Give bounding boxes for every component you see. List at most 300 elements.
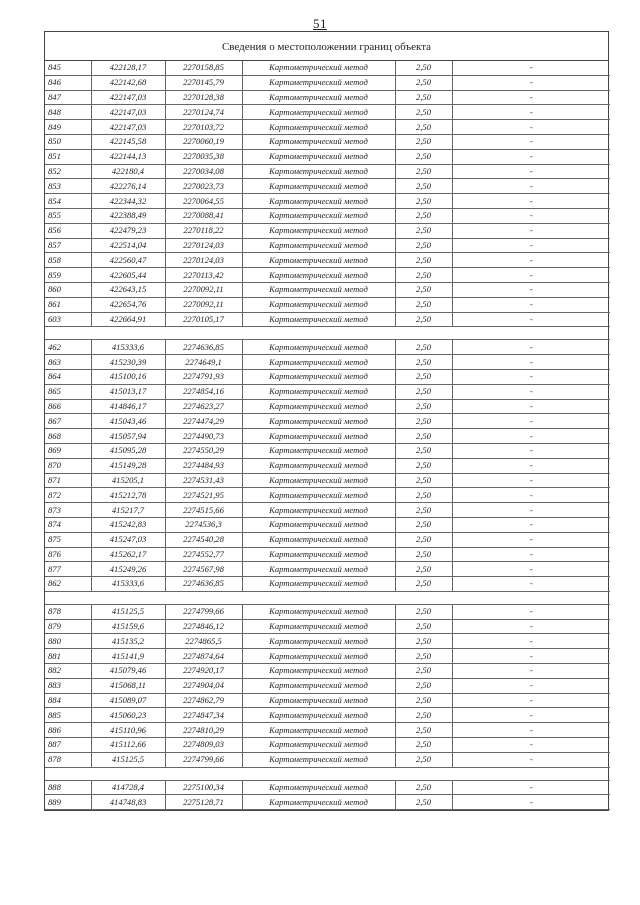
note-cell: -: [452, 708, 610, 723]
note-cell: -: [452, 369, 610, 384]
group-separator: [45, 327, 610, 340]
method-cell: Картометрический метод: [242, 577, 395, 592]
accuracy-cell: 2,50: [395, 134, 452, 149]
point-number-cell: 867: [45, 414, 91, 429]
x-coordinate-cell: 415095,28: [91, 443, 165, 458]
method-cell: Картометрический метод: [242, 780, 395, 795]
accuracy-cell: 2,50: [395, 738, 452, 753]
accuracy-cell: 2,50: [395, 208, 452, 223]
point-number-cell: 871: [45, 473, 91, 488]
x-coordinate-cell: 415013,17: [91, 384, 165, 399]
accuracy-cell: 2,50: [395, 562, 452, 577]
point-number-cell: 603: [45, 312, 91, 327]
point-number-cell: 876: [45, 547, 91, 562]
accuracy-cell: 2,50: [395, 547, 452, 562]
note-cell: -: [452, 208, 610, 223]
table-row: [45, 90, 610, 105]
table-row: [45, 369, 610, 384]
note-cell: -: [452, 90, 610, 105]
y-coordinate-cell: 2274810,29: [165, 723, 242, 738]
x-coordinate-cell: 415079,46: [91, 664, 165, 679]
group-separator-cell: [45, 767, 610, 780]
y-coordinate-cell: 2270113,42: [165, 268, 242, 283]
method-cell: Картометрический метод: [242, 134, 395, 149]
accuracy-cell: 2,50: [395, 634, 452, 649]
table-row: [45, 708, 610, 723]
x-coordinate-cell: 422147,03: [91, 90, 165, 105]
x-coordinate-cell: 415112,66: [91, 738, 165, 753]
point-number-cell: 889: [45, 795, 91, 810]
method-cell: Картометрический метод: [242, 678, 395, 693]
table-row: [45, 355, 610, 370]
accuracy-cell: 2,50: [395, 795, 452, 810]
x-coordinate-cell: 414846,17: [91, 399, 165, 414]
accuracy-cell: 2,50: [395, 120, 452, 135]
x-coordinate-cell: 415159,6: [91, 619, 165, 634]
x-coordinate-cell: 415110,96: [91, 723, 165, 738]
point-number-cell: 849: [45, 120, 91, 135]
y-coordinate-cell: 2270092,11: [165, 282, 242, 297]
y-coordinate-cell: 2274474,29: [165, 414, 242, 429]
note-cell: -: [452, 164, 610, 179]
accuracy-cell: 2,50: [395, 253, 452, 268]
y-coordinate-cell: 2274515,66: [165, 503, 242, 518]
accuracy-cell: 2,50: [395, 723, 452, 738]
method-cell: Картометрический метод: [242, 738, 395, 753]
point-number-cell: 880: [45, 634, 91, 649]
accuracy-cell: 2,50: [395, 532, 452, 547]
method-cell: Картометрический метод: [242, 297, 395, 312]
note-cell: -: [452, 134, 610, 149]
y-coordinate-cell: 2274846,12: [165, 619, 242, 634]
y-coordinate-cell: 2270124,03: [165, 238, 242, 253]
y-coordinate-cell: 2270103,72: [165, 120, 242, 135]
table-row: [45, 238, 610, 253]
note-cell: -: [452, 194, 610, 209]
method-cell: Картометрический метод: [242, 634, 395, 649]
x-coordinate-cell: 415043,46: [91, 414, 165, 429]
note-cell: -: [452, 312, 610, 327]
x-coordinate-cell: 415135,2: [91, 634, 165, 649]
point-number-cell: 872: [45, 488, 91, 503]
table-row: [45, 458, 610, 473]
accuracy-cell: 2,50: [395, 708, 452, 723]
x-coordinate-cell: 422479,23: [91, 223, 165, 238]
table-row: [45, 693, 610, 708]
method-cell: Картометрический метод: [242, 369, 395, 384]
table-row: [45, 738, 610, 753]
table-row: [45, 179, 610, 194]
x-coordinate-cell: 415125,5: [91, 752, 165, 767]
method-cell: Картометрический метод: [242, 723, 395, 738]
method-cell: Картометрический метод: [242, 384, 395, 399]
method-cell: Картометрический метод: [242, 238, 395, 253]
note-cell: -: [452, 752, 610, 767]
accuracy-cell: 2,50: [395, 752, 452, 767]
point-number-cell: 858: [45, 253, 91, 268]
note-cell: -: [452, 238, 610, 253]
point-number-cell: 853: [45, 179, 91, 194]
point-number-cell: 887: [45, 738, 91, 753]
point-number-cell: 847: [45, 90, 91, 105]
table-row: [45, 634, 610, 649]
x-coordinate-cell: 415262,17: [91, 547, 165, 562]
x-coordinate-cell: 415242,83: [91, 517, 165, 532]
table-row: [45, 414, 610, 429]
method-cell: Картометрический метод: [242, 752, 395, 767]
y-coordinate-cell: 2274649,1: [165, 355, 242, 370]
y-coordinate-cell: 2270034,08: [165, 164, 242, 179]
y-coordinate-cell: 2274854,16: [165, 384, 242, 399]
accuracy-cell: 2,50: [395, 268, 452, 283]
accuracy-cell: 2,50: [395, 649, 452, 664]
group-separator-cell: [45, 327, 610, 340]
accuracy-cell: 2,50: [395, 577, 452, 592]
point-number-cell: 852: [45, 164, 91, 179]
method-cell: Картометрический метод: [242, 90, 395, 105]
group-separator: [45, 591, 610, 604]
point-number-cell: 854: [45, 194, 91, 209]
accuracy-cell: 2,50: [395, 488, 452, 503]
accuracy-cell: 2,50: [395, 340, 452, 355]
y-coordinate-cell: 2274490,73: [165, 429, 242, 444]
accuracy-cell: 2,50: [395, 179, 452, 194]
y-coordinate-cell: 2274799,66: [165, 752, 242, 767]
note-cell: -: [452, 384, 610, 399]
x-coordinate-cell: 415068,11: [91, 678, 165, 693]
x-coordinate-cell: 422128,17: [91, 61, 165, 75]
y-coordinate-cell: 2274550,29: [165, 443, 242, 458]
x-coordinate-cell: 415057,94: [91, 429, 165, 444]
table-row: [45, 532, 610, 547]
note-cell: -: [452, 577, 610, 592]
x-coordinate-cell: 422560,47: [91, 253, 165, 268]
method-cell: Картометрический метод: [242, 223, 395, 238]
table-row: [45, 208, 610, 223]
note-cell: -: [452, 678, 610, 693]
x-coordinate-cell: 415333,6: [91, 340, 165, 355]
y-coordinate-cell: 2274920,17: [165, 664, 242, 679]
y-coordinate-cell: 2274862,79: [165, 693, 242, 708]
y-coordinate-cell: 2270118,22: [165, 223, 242, 238]
table-row: [45, 399, 610, 414]
page-number: 51: [313, 16, 327, 31]
y-coordinate-cell: 2270145,79: [165, 75, 242, 90]
note-cell: -: [452, 458, 610, 473]
accuracy-cell: 2,50: [395, 75, 452, 90]
x-coordinate-cell: 422344,32: [91, 194, 165, 209]
accuracy-cell: 2,50: [395, 61, 452, 75]
method-cell: Картометрический метод: [242, 194, 395, 209]
x-coordinate-cell: 415060,23: [91, 708, 165, 723]
note-cell: -: [452, 105, 610, 120]
accuracy-cell: 2,50: [395, 282, 452, 297]
x-coordinate-cell: 415333,6: [91, 577, 165, 592]
x-coordinate-cell: 415212,78: [91, 488, 165, 503]
accuracy-cell: 2,50: [395, 297, 452, 312]
x-coordinate-cell: 415141,9: [91, 649, 165, 664]
y-coordinate-cell: 2274636,85: [165, 340, 242, 355]
point-number-cell: 885: [45, 708, 91, 723]
accuracy-cell: 2,50: [395, 503, 452, 518]
table-row: [45, 253, 610, 268]
table-row: [45, 297, 610, 312]
y-coordinate-cell: 2270105,17: [165, 312, 242, 327]
accuracy-cell: 2,50: [395, 780, 452, 795]
note-cell: -: [452, 61, 610, 75]
table-row: [45, 223, 610, 238]
table-row: [45, 619, 610, 634]
method-cell: Картометрический метод: [242, 282, 395, 297]
accuracy-cell: 2,50: [395, 517, 452, 532]
method-cell: Картометрический метод: [242, 399, 395, 414]
note-cell: -: [452, 75, 610, 90]
method-cell: Картометрический метод: [242, 619, 395, 634]
y-coordinate-cell: 2274484,93: [165, 458, 242, 473]
table-row: [45, 384, 610, 399]
point-number-cell: 873: [45, 503, 91, 518]
note-cell: -: [452, 532, 610, 547]
x-coordinate-cell: 414748,83: [91, 795, 165, 810]
point-number-cell: 862: [45, 577, 91, 592]
x-coordinate-cell: 422180,4: [91, 164, 165, 179]
accuracy-cell: 2,50: [395, 194, 452, 209]
point-number-cell: 888: [45, 780, 91, 795]
x-coordinate-cell: 422664,91: [91, 312, 165, 327]
table-row: [45, 678, 610, 693]
method-cell: Картометрический метод: [242, 473, 395, 488]
method-cell: Картометрический метод: [242, 547, 395, 562]
note-cell: -: [452, 517, 610, 532]
note-cell: -: [452, 120, 610, 135]
point-number-cell: 856: [45, 223, 91, 238]
y-coordinate-cell: 2274874,64: [165, 649, 242, 664]
note-cell: -: [452, 562, 610, 577]
note-cell: -: [452, 634, 610, 649]
y-coordinate-cell: 2270088,41: [165, 208, 242, 223]
accuracy-cell: 2,50: [395, 399, 452, 414]
x-coordinate-cell: 422144,13: [91, 149, 165, 164]
accuracy-cell: 2,50: [395, 369, 452, 384]
note-cell: -: [452, 795, 610, 810]
table-row: [45, 268, 610, 283]
point-number-cell: 865: [45, 384, 91, 399]
table-row: [45, 649, 610, 664]
note-cell: -: [452, 488, 610, 503]
accuracy-cell: 2,50: [395, 619, 452, 634]
y-coordinate-cell: 2274567,98: [165, 562, 242, 577]
method-cell: Картометрический метод: [242, 532, 395, 547]
table-row: [45, 752, 610, 767]
note-cell: -: [452, 547, 610, 562]
accuracy-cell: 2,50: [395, 693, 452, 708]
note-cell: -: [452, 443, 610, 458]
method-cell: Картометрический метод: [242, 664, 395, 679]
table-row: [45, 120, 610, 135]
coordinates-table: [45, 61, 610, 810]
note-cell: -: [452, 340, 610, 355]
table-row: [45, 340, 610, 355]
point-number-cell: 462: [45, 340, 91, 355]
point-number-cell: 860: [45, 282, 91, 297]
y-coordinate-cell: 2270064,55: [165, 194, 242, 209]
note-cell: -: [452, 149, 610, 164]
method-cell: Картометрический метод: [242, 562, 395, 577]
y-coordinate-cell: 2274799,66: [165, 604, 242, 619]
method-cell: Картометрический метод: [242, 340, 395, 355]
accuracy-cell: 2,50: [395, 604, 452, 619]
accuracy-cell: 2,50: [395, 664, 452, 679]
y-coordinate-cell: 2274809,03: [165, 738, 242, 753]
y-coordinate-cell: 2274540,28: [165, 532, 242, 547]
y-coordinate-cell: 2274521,95: [165, 488, 242, 503]
y-coordinate-cell: 2274636,85: [165, 577, 242, 592]
note-cell: -: [452, 619, 610, 634]
y-coordinate-cell: 2274536,3: [165, 517, 242, 532]
method-cell: Картометрический метод: [242, 355, 395, 370]
point-number-cell: 877: [45, 562, 91, 577]
y-coordinate-cell: 2270128,38: [165, 90, 242, 105]
point-number-cell: 870: [45, 458, 91, 473]
point-number-cell: 875: [45, 532, 91, 547]
point-number-cell: 869: [45, 443, 91, 458]
x-coordinate-cell: 415100,16: [91, 369, 165, 384]
y-coordinate-cell: 2270023,73: [165, 179, 242, 194]
method-cell: Картометрический метод: [242, 312, 395, 327]
point-number-cell: 845: [45, 61, 91, 75]
table-row: [45, 149, 610, 164]
table-row: [45, 577, 610, 592]
note-cell: -: [452, 399, 610, 414]
note-cell: -: [452, 664, 610, 679]
method-cell: Картометрический метод: [242, 268, 395, 283]
point-number-cell: 850: [45, 134, 91, 149]
y-coordinate-cell: 2274847,34: [165, 708, 242, 723]
table-row: [45, 429, 610, 444]
method-cell: Картометрический метод: [242, 429, 395, 444]
method-cell: Картометрический метод: [242, 61, 395, 75]
note-cell: -: [452, 355, 610, 370]
point-number-cell: 883: [45, 678, 91, 693]
point-number-cell: 863: [45, 355, 91, 370]
point-number-cell: 859: [45, 268, 91, 283]
accuracy-cell: 2,50: [395, 429, 452, 444]
method-cell: Картометрический метод: [242, 120, 395, 135]
point-number-cell: 878: [45, 752, 91, 767]
method-cell: Картометрический метод: [242, 208, 395, 223]
method-cell: Картометрический метод: [242, 503, 395, 518]
y-coordinate-cell: 2270124,03: [165, 253, 242, 268]
x-coordinate-cell: 422145,58: [91, 134, 165, 149]
note-cell: -: [452, 297, 610, 312]
accuracy-cell: 2,50: [395, 458, 452, 473]
boundary-table: [44, 31, 609, 811]
y-coordinate-cell: 2274531,43: [165, 473, 242, 488]
table-heading: Сведения о местоположении границ объекта: [45, 32, 608, 61]
method-cell: Картометрический метод: [242, 253, 395, 268]
x-coordinate-cell: 422142,68: [91, 75, 165, 90]
x-coordinate-cell: 415089,07: [91, 693, 165, 708]
x-coordinate-cell: 422147,03: [91, 120, 165, 135]
x-coordinate-cell: 422147,03: [91, 105, 165, 120]
method-cell: Картометрический метод: [242, 795, 395, 810]
y-coordinate-cell: 2275128,71: [165, 795, 242, 810]
accuracy-cell: 2,50: [395, 223, 452, 238]
point-number-cell: 882: [45, 664, 91, 679]
note-cell: -: [452, 604, 610, 619]
point-number-cell: 866: [45, 399, 91, 414]
table-row: [45, 547, 610, 562]
point-number-cell: 848: [45, 105, 91, 120]
accuracy-cell: 2,50: [395, 149, 452, 164]
point-number-cell: 878: [45, 604, 91, 619]
method-cell: Картометрический метод: [242, 414, 395, 429]
group-separator-cell: [45, 591, 610, 604]
coordinates-table-body: [45, 61, 610, 810]
x-coordinate-cell: 422605,44: [91, 268, 165, 283]
accuracy-cell: 2,50: [395, 164, 452, 179]
y-coordinate-cell: 2270060,19: [165, 134, 242, 149]
table-row: [45, 562, 610, 577]
x-coordinate-cell: 422643,15: [91, 282, 165, 297]
note-cell: -: [452, 282, 610, 297]
y-coordinate-cell: 2274865,5: [165, 634, 242, 649]
point-number-cell: 855: [45, 208, 91, 223]
accuracy-cell: 2,50: [395, 443, 452, 458]
table-row: [45, 194, 610, 209]
x-coordinate-cell: 415217,7: [91, 503, 165, 518]
table-row: [45, 723, 610, 738]
table-row: [45, 503, 610, 518]
method-cell: Картометрический метод: [242, 517, 395, 532]
point-number-cell: 884: [45, 693, 91, 708]
note-cell: -: [452, 414, 610, 429]
table-row: [45, 75, 610, 90]
accuracy-cell: 2,50: [395, 105, 452, 120]
accuracy-cell: 2,50: [395, 238, 452, 253]
x-coordinate-cell: 422654,76: [91, 297, 165, 312]
table-row: [45, 517, 610, 532]
point-number-cell: 857: [45, 238, 91, 253]
point-number-cell: 881: [45, 649, 91, 664]
y-coordinate-cell: 2274552,77: [165, 547, 242, 562]
note-cell: -: [452, 179, 610, 194]
note-cell: -: [452, 223, 610, 238]
table-row: [45, 282, 610, 297]
method-cell: Картометрический метод: [242, 164, 395, 179]
method-cell: Картометрический метод: [242, 488, 395, 503]
x-coordinate-cell: 422388,49: [91, 208, 165, 223]
x-coordinate-cell: 415249,26: [91, 562, 165, 577]
table-row: [45, 488, 610, 503]
y-coordinate-cell: 2275100,34: [165, 780, 242, 795]
table-row: [45, 134, 610, 149]
x-coordinate-cell: 415205,1: [91, 473, 165, 488]
accuracy-cell: 2,50: [395, 90, 452, 105]
accuracy-cell: 2,50: [395, 355, 452, 370]
method-cell: Картометрический метод: [242, 708, 395, 723]
method-cell: Картометрический метод: [242, 443, 395, 458]
table-row: [45, 604, 610, 619]
table-row: [45, 61, 610, 75]
method-cell: Картометрический метод: [242, 105, 395, 120]
method-cell: Картометрический метод: [242, 179, 395, 194]
note-cell: -: [452, 738, 610, 753]
method-cell: Картометрический метод: [242, 75, 395, 90]
y-coordinate-cell: 2270035,38: [165, 149, 242, 164]
point-number-cell: 846: [45, 75, 91, 90]
accuracy-cell: 2,50: [395, 678, 452, 693]
